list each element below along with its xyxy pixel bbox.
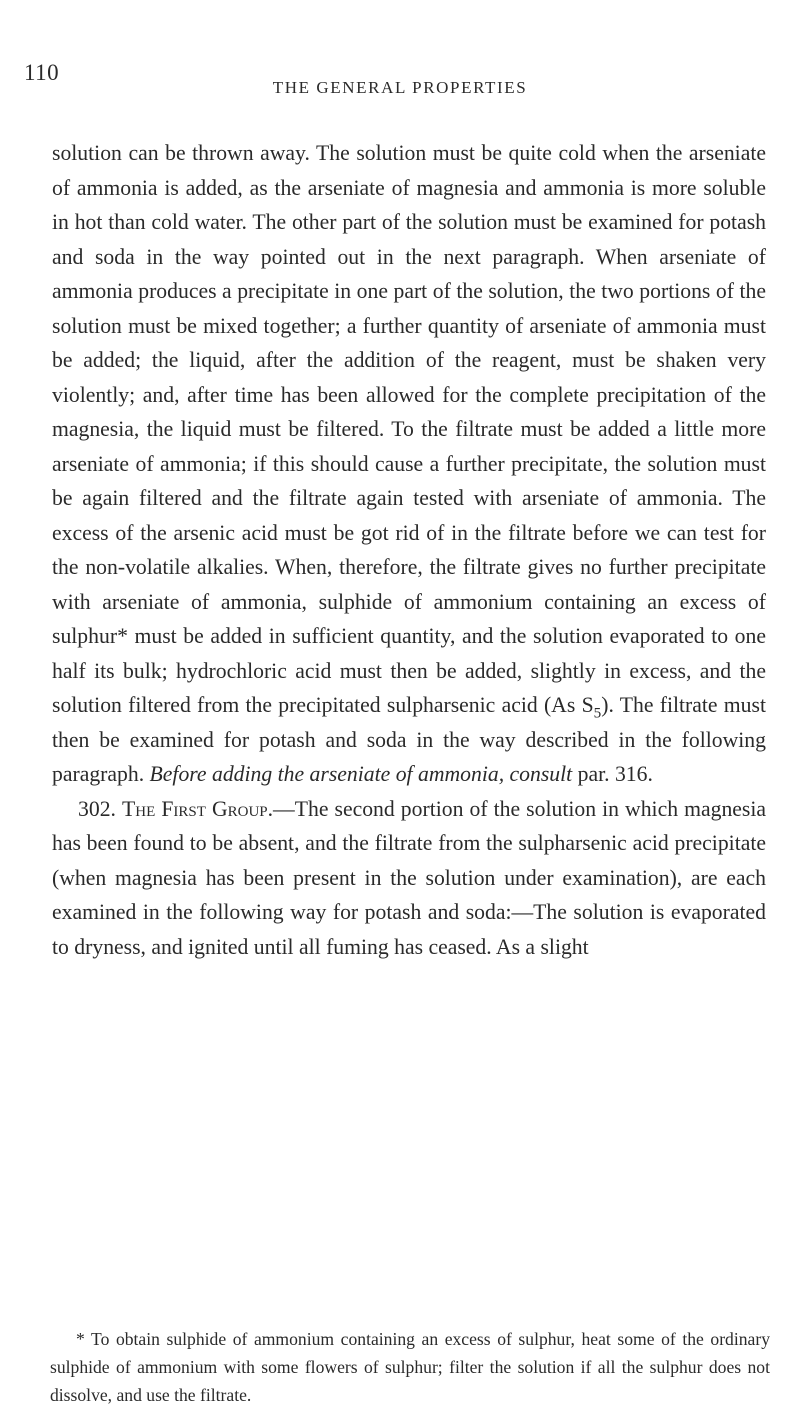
footnote-body: To obtain sulphide of ammonium containing an excess of sulphur, heat some of the ordinary sulphide of ammonium with some flowers of sulphur; filter the solution if all the sulphur does not dissolve, and use the filtrate.	[50, 1329, 770, 1405]
text-segment: solution can be thrown away. The solution must be quite cold when the arseniate of ammonia is added, as the arseniate of magnesia and ammonia is more soluble in hot than cold water. The other part of the solution must be examined for potash and soda in the way pointed out in the next paragraph. When arseniate of ammonia produces a precipitate in one part of the solution, the two portions of the solution must be mixed together; a further quantity of arseniate of ammonia must be added; the liquid, after the addition of the reagent, must be shaken very violently; and, after time has been allowed for the complete precipitation of the magnesia, the liquid must be filtered. To the filtrate must be added a little more arseniate of ammonia; if this should cause a further precipitate, the solution must be again filtered and the filtrate again tested with arseniate of ammonia. The excess of the arsenic acid must be got rid of in the filtrate before we can test for the non-volatile alkalies. When, therefore, the filtrate gives no further precipitate with arseniate of ammonia, sulphide of ammonium containing an excess of sulphur	[52, 141, 766, 648]
main-text	[52, 136, 766, 964]
page-number: 110	[24, 60, 60, 85]
paragraph-continuation	[52, 136, 766, 792]
text-segment: ). The filtrate must then be examined for potash and soda in the way described in the following paragraph.	[52, 693, 766, 786]
chemical-subscript: 5	[593, 704, 602, 722]
paragraph-number: 302.	[78, 796, 116, 821]
paragraph-302	[52, 792, 766, 965]
running-title: THE GENERAL PROPERTIES	[272, 78, 528, 97]
italic-instruction: Before adding the arseniate of ammonia, consult	[149, 762, 573, 786]
section-heading: The First Group.	[122, 796, 274, 821]
text-segment: —The second portion of the solution in which magnesia has been found to be absent, and the filtrate from the sulpharsenic acid precipitate (when magnesia has been present in the solution under examination), are each examined in the following way for potash and soda:—The solution is evaporated to dryness, and ignited until all fuming has ceased. As a slight	[52, 796, 767, 959]
footnote	[50, 1325, 770, 1409]
footnote-marker: *	[76, 1329, 85, 1349]
text-segment: must be added in sufficient quantity, and the solution evaporated to one half its bulk; hydrochloric acid must then be added, slightly in excess, and the solution filtered from the precipitated sulpharsenic acid (As S	[52, 624, 766, 717]
text-segment: par. 316.	[572, 762, 653, 786]
footnote-text	[50, 1325, 770, 1409]
footnote-reference: *	[117, 624, 128, 648]
